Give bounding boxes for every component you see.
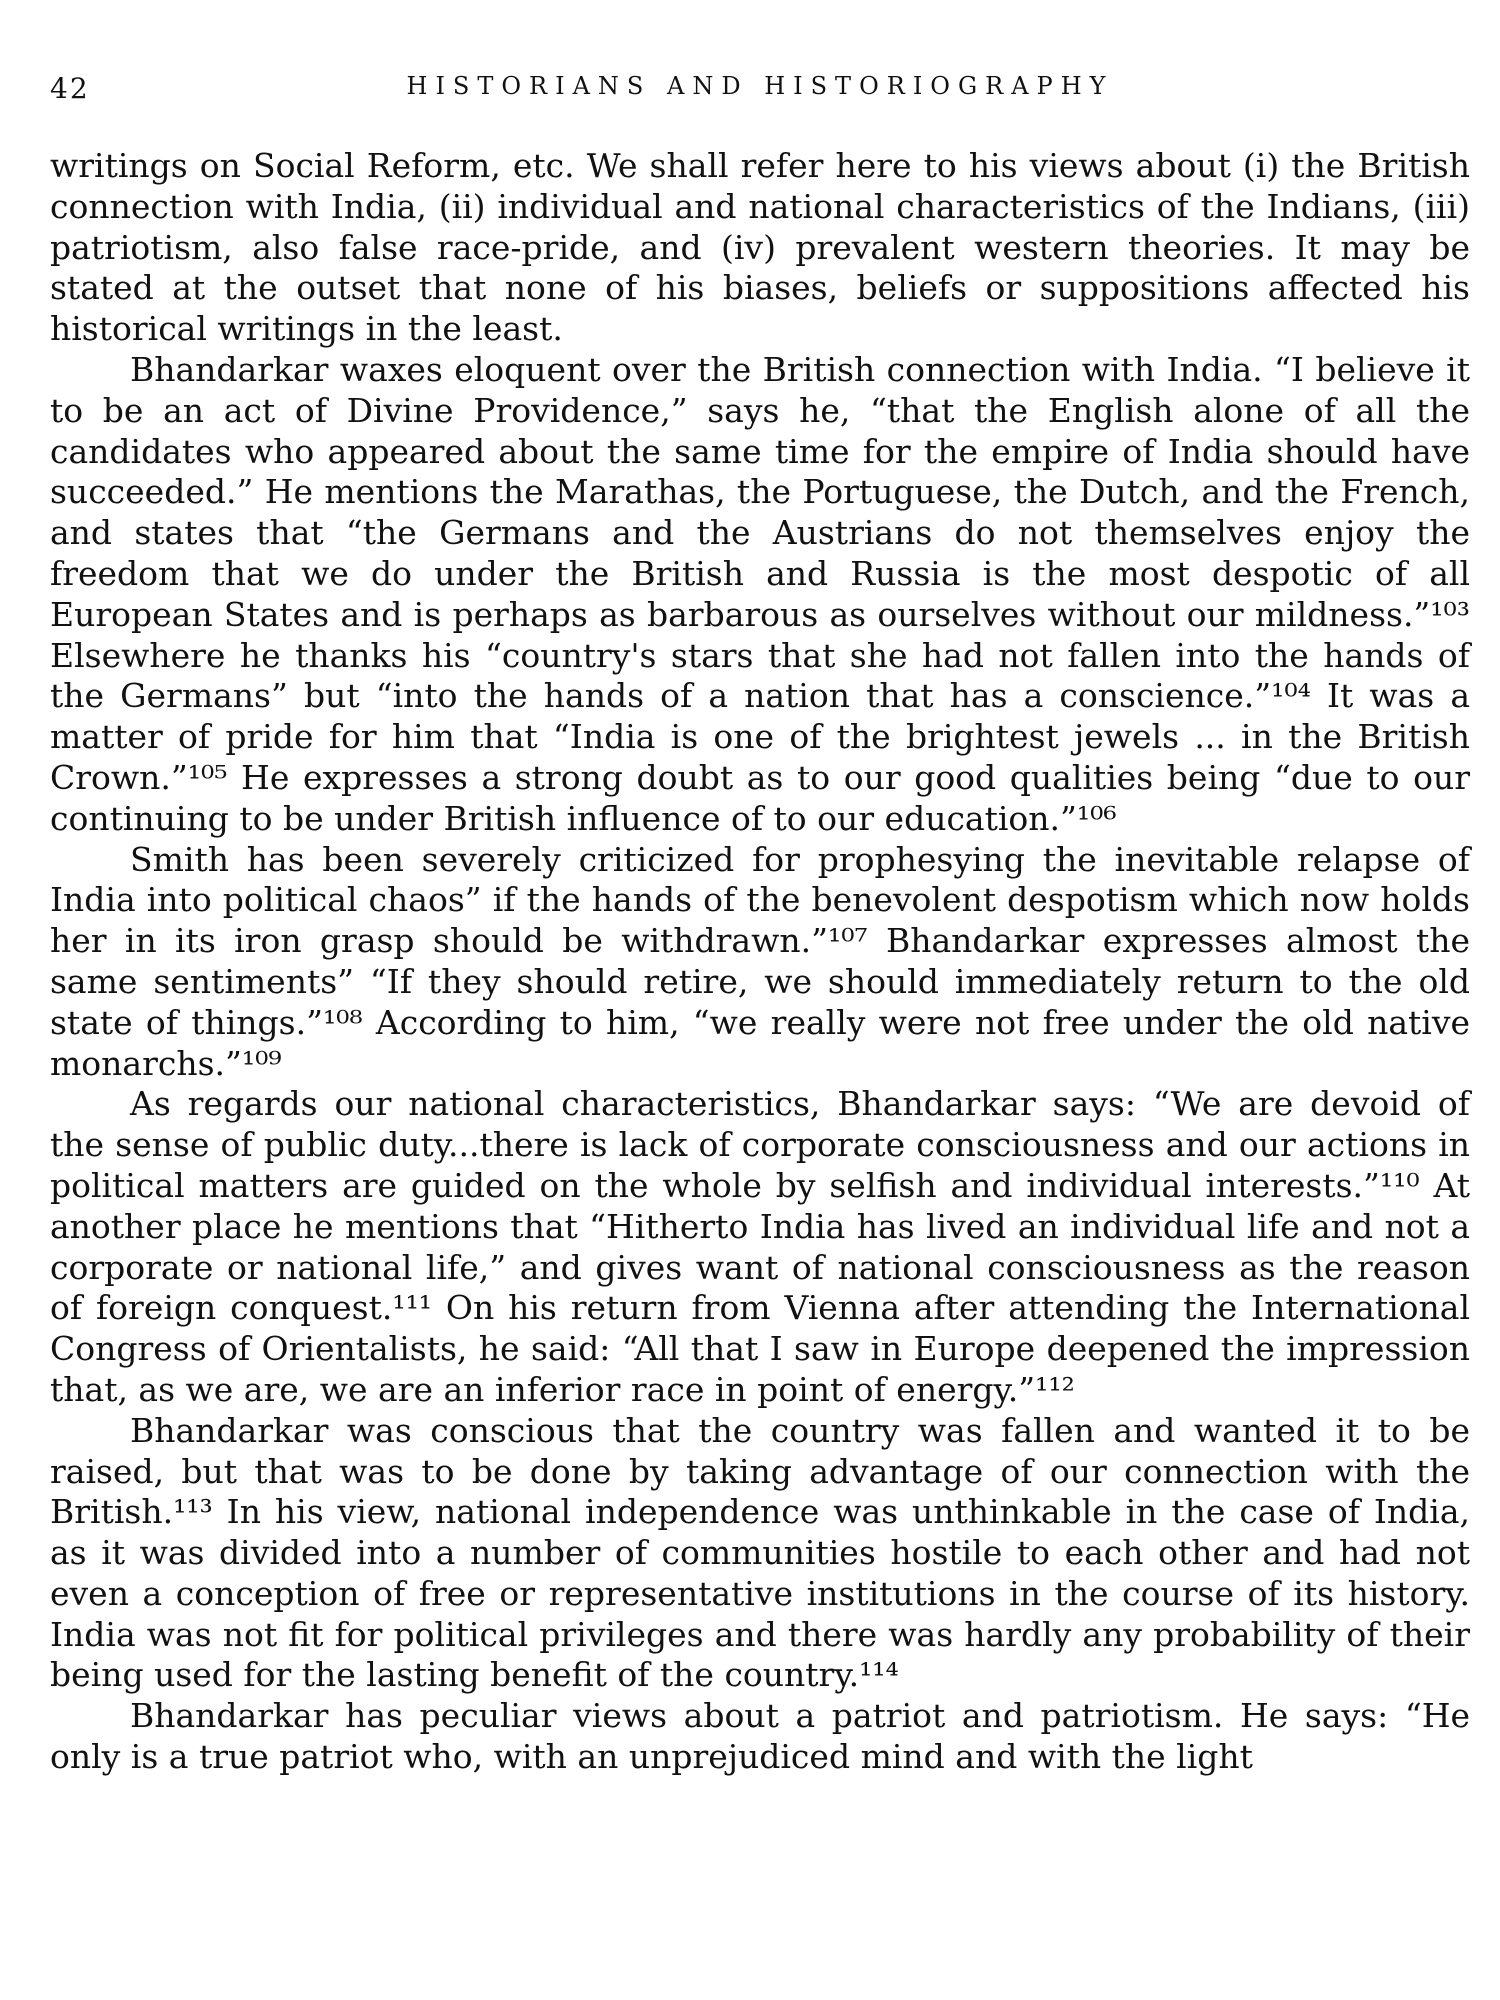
page-header — [50, 72, 1470, 112]
page-number: 42 — [50, 72, 90, 105]
paragraph: As regards our national characteristics, Bhandarkar says: “We are devoid of the sense of public duty...there is lack of corporate consciousness and our actions in political matters are guided on the whole by selfish and individual interests.”¹¹⁰ At another place he mentions that “Hitherto India has lived an individual life and not a corporate or national life,” and gives want of national consciousness as the reason of foreign conquest.¹¹¹ On his return from Vienna after attending the International Congress of Orientalists, he said: “All that I saw in Europe deepened the impression that, as we are, we are an inferior race in point of energy.”¹¹² — [50, 1084, 1470, 1409]
running-title: HISTORIANS AND HISTORIOGRAPHY — [406, 72, 1114, 100]
paragraph: Smith has been severely criticized for prophesying the inevitable relapse of India into political chaos” if the hands of the benevolent despotism which now holds her in its iron grasp should be withdrawn.”¹⁰⁷ Bhandarkar expresses almost the same sentiments” “If they should retire, we should immediately return to the old state of things.”¹⁰⁸ According to him, “we really were not free under the old native monarchs.”¹⁰⁹ — [50, 839, 1470, 1083]
paragraph: Bhandarkar was conscious that the country was fallen and wanted it to be raised, but that was to be done by taking advantage of our connection with the British.¹¹³ In his view, national independence was unthinkable in the case of India, as it was divided into a number of communities hostile to each other and had not even a conception of free or representative institutions in the course of its history. India was not fit for political privileges and there was hardly any probability of their being used for the lasting benefit of the country.¹¹⁴ — [50, 1410, 1470, 1695]
paragraph: writings on Social Reform, etc. We shall refer here to his views about (i) the British connection with India, (ii) individual and national characteristics of the Indians, (iii) patriotism, also false race-pride, and (iv) prevalent western theories. It may be stated at the outset that none of his biases, beliefs or suppositions affected his historical writings in the least. — [50, 146, 1470, 349]
body-text — [50, 146, 1470, 1778]
paragraph: Bhandarkar waxes eloquent over the British connection with India. “I believe it to be an act of Divine Providence,” says he, “that the English alone of all the candidates who appeared about the same time for the empire of India should have succeeded.” He mentions the Marathas, the Portuguese, the Dutch, and the French, and states that “the Germans and the Austrians do not themselves enjoy the freedom that we do under the British and Russia is the most despotic of all European States and is perhaps as barbarous as ourselves without our mildness.”¹⁰³ Elsewhere he thanks his “country's stars that she had not fallen into the hands of the Germans” but “into the hands of a nation that has a conscience.”¹⁰⁴ It was a matter of pride for him that “India is one of the brightest jewels ... in the British Crown.”¹⁰⁵ He expresses a strong doubt as to our good qualities being “due to our continuing to be under British influence of to our education.”¹⁰⁶ — [50, 349, 1470, 838]
paragraph: Bhandarkar has peculiar views about a patriot and patriotism. He says: “He only is a true patriot who, with an unprejudiced mind and with the light — [50, 1696, 1470, 1777]
